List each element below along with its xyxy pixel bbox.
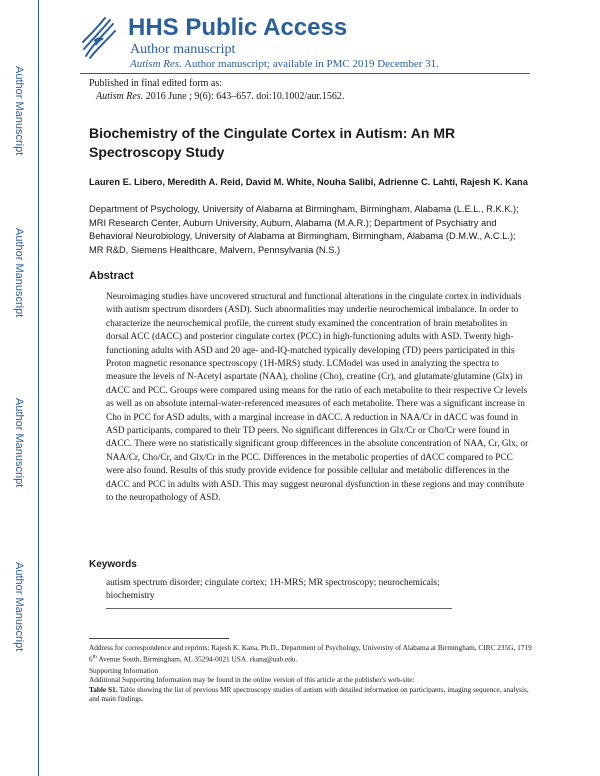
- table-label: Table S1.: [89, 684, 118, 694]
- table-description: Table showing the list of previous MR spectroscopy studies of autism with detailed information on participants, imaging sequence, analysis, and main findings.: [89, 684, 529, 704]
- side-label-author-manuscript: Author Manuscript: [13, 228, 25, 318]
- keywords-text: autism spectrum disorder; cingulate cortex; 1H-MRS; MR spectroscopy; neurochemicals; biochemistry: [106, 578, 440, 601]
- side-label-author-manuscript: Author Manuscript: [13, 398, 25, 488]
- correspondence-text-end: Avenue South, Birmingham, AL 35294-0021 USA. rkana@uab.edu.: [96, 654, 298, 664]
- article-title: Biochemistry of the Cingulate Cortex in Autism: An MR Spectroscopy Study: [89, 125, 456, 160]
- affiliations: Department of Psychology, University of Alabama at Birmingham, Birmingham, Alabama (L.E.L., R.K.K.); MRI Research Center, Auburn University, Auburn, Alabama (M.A.R.); Department of Psychiatry and Behavioral Neurobiology, University of Alabama at Birmingham, Birmingham, Alabama (D.M.W., A.C.L.); MR R&D, Siemens Healthcare, Malvern, Pennsylvania (N.S.): [89, 204, 519, 255]
- citation-line: [89, 90, 344, 103]
- side-label-author-manuscript: Author Manuscript: [13, 562, 25, 652]
- publication-info: [89, 77, 344, 103]
- header-divider: [80, 73, 530, 74]
- abstract-text: Neuroimaging studies have uncovered structural and functional alterations in the cingulate cortex in individuals with autism spectrum disorders (ASD). Such abnormalities may underlie neurochemical imbalance. In order to characterize the neurochemical profile, the current study examined the concentration of brain metabolites in dorsal ACC (dACC) and posterior cingulate cortex (PCC) in high-functioning adults with ASD. Twenty high-functioning adults with ASD and 20 age- and-IQ-matched typically developing (TD) peers participated in this Proton magnetic resonance spectroscopy (1H-MRS) study. LCModel was used in analyzing the spectra to measure the levels of N-Acetyl aspartate (NAA), choline (Cho), creatine (Cr), and glutamate/glutamine (Glx) in dACC and PCC. Groups were compared using means for the ratio of each metabolite to their respective Cr levels as well as on absolute internal-water-referenced measures of each metabolite. There was a significant increase in Cho in PCC for ASD adults, with a marginal increase in dACC. A reduction in NAA/Cr in dACC was found in ASD participants, compared to their TD peers. No significant differences in Glx/Cr or Cho/Cr were found in dACC. There were no statistically significant group differences in the absolute concentration of NAA, Cr, Glx, or NAA/Cr, Cho/Cr, and Glx/Cr in the PCC. Differences in the metabolic properties of dACC compared to PCC were also found. Results of this study provide evidence for possible cellular and metabolic differences in the dACC and PCC in adults with ASD. This may suggest neuronal dysfunction in these regions and may contribute to the neuropathology of ASD.: [106, 292, 529, 504]
- correspondence-superscript: th: [92, 653, 97, 660]
- footnote-divider: [89, 638, 229, 639]
- correspondence-text: Address for correspondence and reprints: Rajesh K. Kana, Ph.D., Department of Psychology, University of Alabama at Birmingham, CIRC 235G, 1719 6: [89, 643, 532, 664]
- journal-name: Autism Res.: [130, 58, 182, 70]
- hhs-eagle-logo-icon: [80, 16, 116, 60]
- availability-text: Author manuscript; available in PMC 2019 December 31.: [184, 58, 439, 70]
- hhs-public-access-title: HHS Public Access: [128, 14, 348, 41]
- published-label: Published in final edited form as:: [89, 78, 223, 89]
- supporting-heading: Supporting Information: [89, 665, 159, 675]
- citation-journal: Autism Res.: [96, 91, 144, 102]
- keywords-heading: Keywords: [89, 559, 137, 570]
- citation-text: 2016 June ; 9(6): 643–657. doi:10.1002/aur.1562.: [145, 91, 345, 102]
- author-list: Lauren E. Libero, Meredith A. Reid, David M. White, Nouha Salibi, Adrienne C. Lahti, Rajesh K. Kana: [89, 177, 528, 187]
- side-label-author-manuscript: Author Manuscript: [13, 66, 25, 156]
- keywords-divider: [106, 608, 452, 609]
- supporting-text: Additional Supporting Information may be found in the online version of this article at the publisher's web-site:: [89, 675, 415, 685]
- abstract-heading: Abstract: [89, 270, 134, 282]
- author-manuscript-label: Author manuscript: [130, 42, 236, 57]
- correspondence-note: [89, 643, 534, 664]
- table-s1-note: [89, 685, 534, 704]
- margin-line: [38, 0, 39, 776]
- availability-line: [130, 58, 439, 70]
- footnotes: [89, 643, 534, 706]
